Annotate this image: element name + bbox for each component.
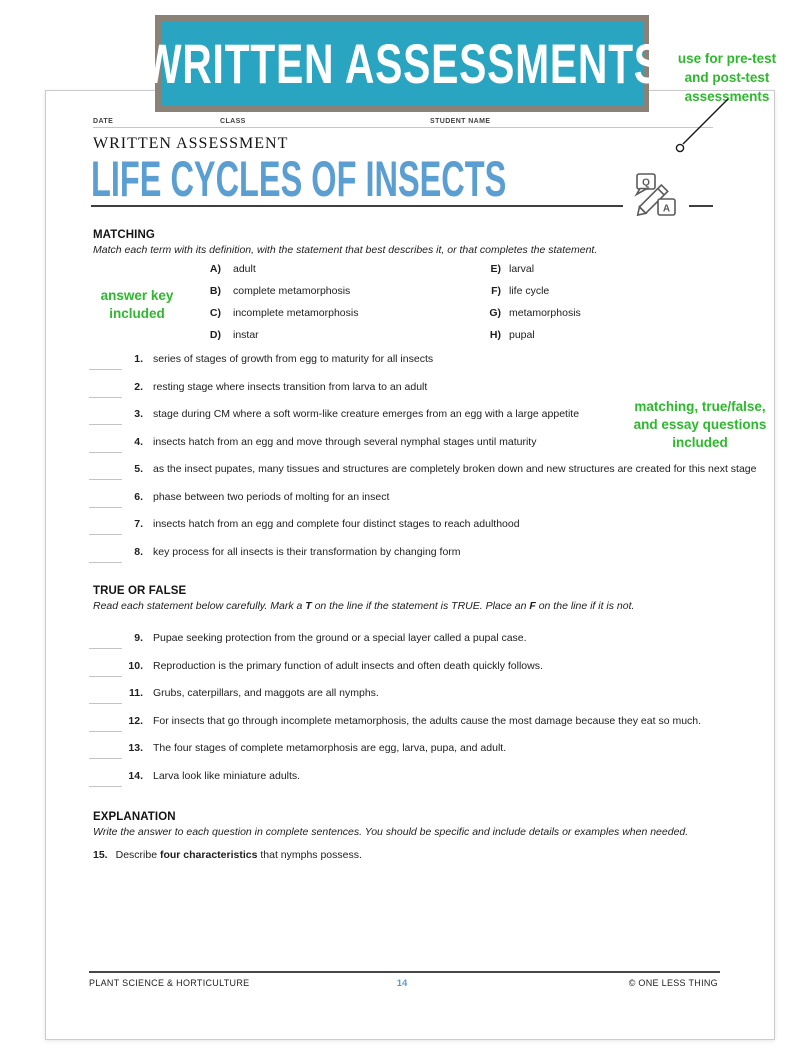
question-number: 9.: [134, 632, 143, 644]
explanation-heading: EXPLANATION: [93, 811, 176, 823]
bank-letter: H): [489, 329, 501, 341]
question-text: series of stages of growth from egg to maturity for all insects: [153, 353, 434, 365]
question-number: 12.: [128, 714, 143, 727]
callout-answer-key: [72, 287, 202, 323]
answer-blank[interactable]: [89, 452, 122, 453]
instr-part: on the line if it is not.: [535, 600, 635, 612]
icon-q-glyph: Q: [642, 177, 650, 189]
question-15: [93, 849, 362, 861]
question-text: The four stages of complete metamorphosis are egg, larva, pupa, and adult.: [153, 742, 507, 754]
callout-line: assessments: [684, 89, 770, 104]
question-text: insects hatch from an egg and complete four distinct stages to reach adulthood: [153, 518, 520, 530]
bank-letter: E): [490, 263, 501, 275]
question-row: [46, 632, 776, 660]
matching-heading: MATCHING: [93, 229, 155, 241]
bank-letter: C): [209, 307, 221, 319]
class-label: CLASS: [220, 118, 246, 125]
answer-blank[interactable]: [89, 369, 122, 370]
instr-part: Read each statement below carefully. Mark a: [93, 600, 306, 612]
question-row: [46, 353, 776, 381]
answer-blank[interactable]: [89, 397, 122, 398]
question-text: Grubs, caterpillars, and maggots are all nymphs.: [153, 687, 379, 699]
student-name-label: STUDENT NAME: [430, 118, 491, 125]
question-number: 4.: [134, 435, 143, 448]
true-false-questions: [46, 632, 776, 797]
question-row: [46, 491, 776, 519]
question-number: 8.: [134, 545, 143, 558]
matching-questions: [46, 353, 776, 573]
question-row: [46, 546, 776, 574]
bank-term: larval: [509, 263, 535, 275]
bank-term: adult: [233, 263, 256, 275]
question-number: 11.: [128, 687, 143, 699]
true-false-heading: TRUE OR FALSE: [93, 585, 187, 597]
question-text-part: that nymphs possess.: [257, 849, 362, 861]
answer-blank[interactable]: [89, 703, 122, 704]
bank-letter: D): [209, 329, 221, 341]
question-number: 6.: [134, 490, 143, 503]
bank-term: instar: [233, 329, 259, 341]
question-row: [46, 463, 776, 491]
answer-blank[interactable]: [89, 758, 122, 759]
question-text-part: Describe: [115, 849, 160, 861]
word-bank-row: [46, 263, 776, 285]
bank-term: metamorphosis: [509, 307, 581, 319]
question-text: as the insect pupates, many tissues and structures are completely broken down and new structures are created for this next stage: [153, 463, 757, 475]
callout-pointer-line: [650, 90, 760, 160]
question-text: resting stage where insects transition from larva to an adult: [153, 380, 428, 393]
title-rule: [91, 205, 623, 207]
answer-blank[interactable]: [89, 562, 122, 563]
question-text: Reproduction is the primary function of adult insects and often death quickly follows.: [153, 659, 543, 672]
instr-part-bold-f: F: [529, 600, 536, 612]
footer-page-number: 14: [396, 978, 408, 989]
bank-letter: F): [491, 285, 501, 297]
banner-title: WRITTEN ASSESSMENTS: [142, 31, 662, 95]
header-write-line: [93, 127, 713, 128]
footer-copyright: © ONE LESS THING: [628, 978, 718, 988]
answer-blank[interactable]: [89, 786, 122, 787]
question-number: 1.: [134, 353, 143, 365]
callout-line: included: [109, 306, 165, 321]
worksheet-subtitle: WRITTEN ASSESSMENT: [93, 135, 289, 152]
icon-a-glyph: A: [662, 203, 671, 215]
callout-line: matching, true/false,: [634, 399, 766, 414]
question-row: [46, 770, 776, 798]
instr-part-bold-t: T: [305, 600, 312, 612]
question-text-part-bold: four characteristics: [159, 849, 258, 861]
answer-blank[interactable]: [89, 507, 122, 508]
question-number: 2.: [134, 380, 143, 393]
answer-blank[interactable]: [89, 534, 122, 535]
question-text: Larva look like miniature adults.: [153, 769, 301, 782]
bank-term: pupal: [509, 329, 535, 341]
callout-line: included: [672, 435, 728, 450]
true-false-instructions: [93, 600, 734, 612]
callout-line: answer key: [100, 288, 174, 303]
question-number: 10.: [128, 659, 143, 672]
question-row: [46, 687, 776, 715]
bank-letter: B): [209, 285, 221, 297]
question-text: phase between two periods of molting for an insect: [153, 490, 390, 503]
answer-blank[interactable]: [89, 648, 122, 649]
footer-course-title: PLANT SCIENCE & HORTICULTURE: [89, 978, 250, 988]
question-number: 3.: [134, 408, 143, 420]
question-text: insects hatch from an egg and move through several nymphal stages until maturity: [153, 435, 537, 448]
question-text: Pupae seeking protection from the ground or a special layer called a pupal case.: [153, 632, 527, 644]
question-row: [46, 715, 776, 743]
instr-part: on the line if the statement is TRUE. Place an: [311, 600, 530, 612]
answer-blank[interactable]: [89, 479, 122, 480]
question-number: 15.: [93, 849, 108, 861]
worksheet-title: LIFE CYCLES OF INSECTS: [91, 151, 507, 207]
qa-pencil-icon: [628, 171, 682, 223]
question-number: 7.: [134, 518, 143, 530]
title-rule-end: [689, 205, 713, 207]
footer-rule: [89, 971, 720, 973]
answer-blank[interactable]: [89, 731, 122, 732]
answer-blank[interactable]: [89, 676, 122, 677]
written-assessments-banner: [142, 15, 662, 112]
answer-blank[interactable]: [89, 424, 122, 425]
matching-instructions: Match each term with its definition, with the statement that best describes it, or that completes the statement.: [93, 244, 598, 256]
callout-line: and essay questions: [633, 417, 767, 432]
question-text: stage during CM where a soft worm-like creature emerges from an egg with a large appetite: [153, 408, 580, 420]
callout-line: and post-test: [684, 70, 770, 85]
question-text: For insects that go through incomplete metamorphosis, the adults cause the most damage because they eat so much.: [153, 714, 702, 727]
callout-question-types: [610, 398, 790, 452]
bank-term: life cycle: [509, 285, 550, 297]
bank-term: complete metamorphosis: [233, 285, 351, 297]
date-label: DATE: [93, 118, 114, 125]
question-row: [46, 660, 776, 688]
question-number: 14.: [128, 769, 143, 782]
callout-line: use for pre-test: [677, 51, 777, 66]
question-text: key process for all insects is their transformation by changing form: [153, 545, 461, 558]
question-number: 13.: [128, 742, 143, 754]
worksheet-page: [45, 90, 775, 1040]
bank-term: incomplete metamorphosis: [233, 307, 359, 319]
question-number: 5.: [134, 463, 143, 475]
bank-letter: G): [489, 307, 501, 319]
question-row: [46, 518, 776, 546]
question-row: [46, 742, 776, 770]
explanation-instructions: Write the answer to each question in complete sentences. You should be specific and include details or examples when needed.: [93, 826, 689, 838]
word-bank-row: [46, 329, 776, 351]
bank-letter: A): [209, 263, 221, 275]
